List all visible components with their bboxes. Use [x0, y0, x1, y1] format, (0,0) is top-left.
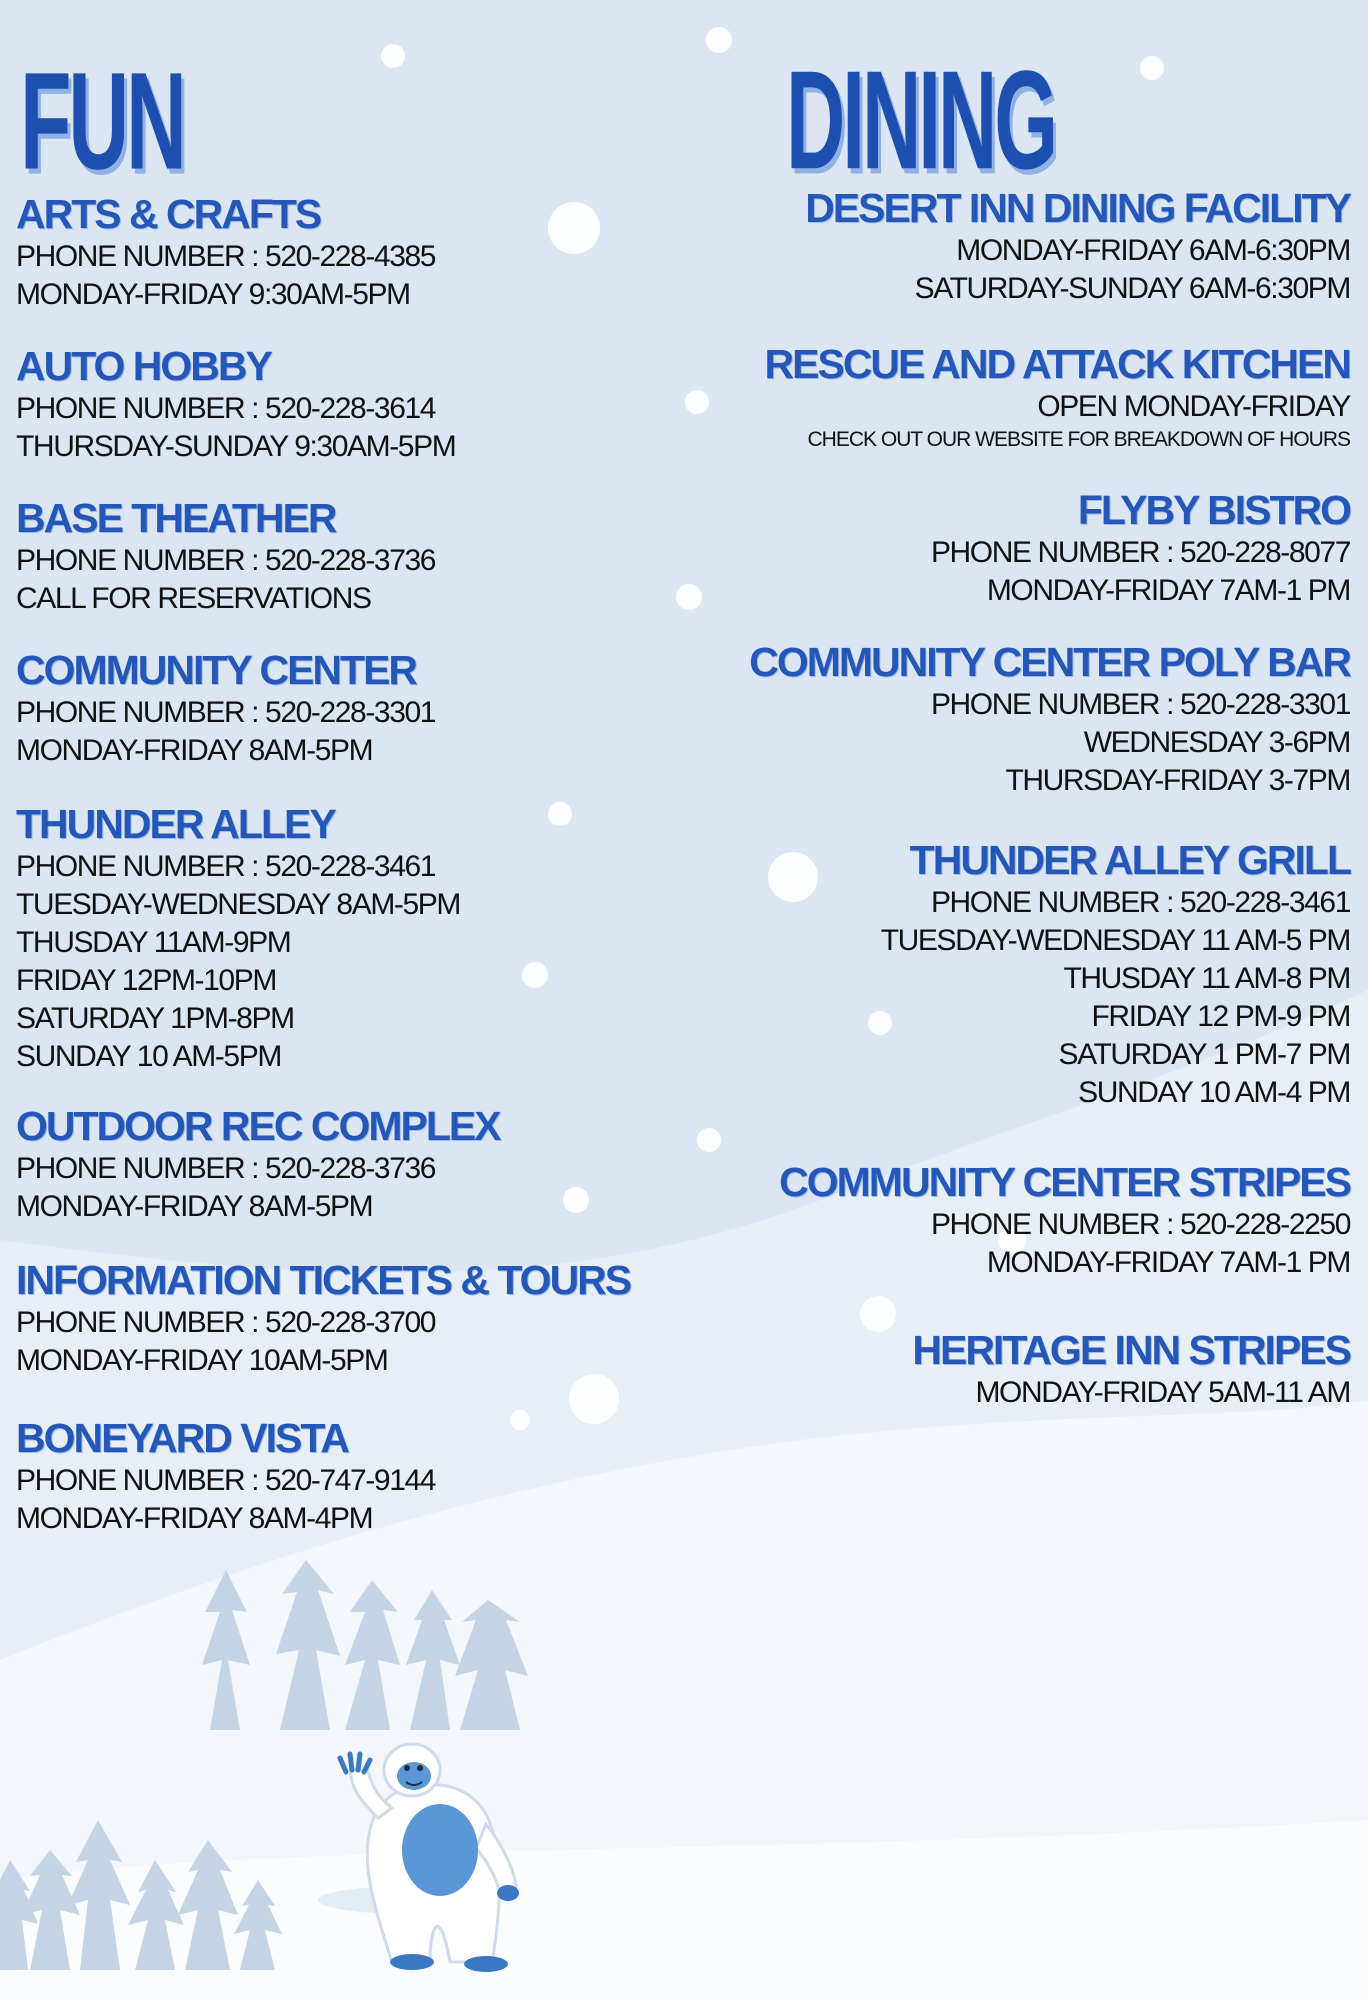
fun-section-line: CALL FOR RESERVATIONS — [16, 582, 371, 615]
dining-section — [931, 486, 1350, 610]
dining-section-line: PHONE NUMBER : 520-228-2250 — [930, 1208, 1350, 1241]
fun-section-line: TUESDAY-WEDNESDAY 8AM-5PM — [16, 888, 460, 921]
dining-section-title: HERITAGE INN STRIPES — [912, 1327, 1350, 1373]
fun-section-line: MONDAY-FRIDAY 9:30AM-5PM — [16, 278, 410, 311]
fun-section-title: AUTO HOBBY — [16, 343, 271, 389]
dining-section — [805, 184, 1350, 308]
dining-heading: DINING — [786, 40, 1056, 199]
fun-section — [16, 190, 435, 314]
dining-section-line: MONDAY-FRIDAY 7AM-1 PM — [986, 574, 1350, 607]
fun-section-line: PHONE NUMBER : 520-228-3700 — [16, 1306, 436, 1339]
dining-section-line: CHECK OUT OUR WEBSITE FOR BREAKDOWN OF HOURS — [807, 428, 1350, 451]
fun-heading: FUN — [20, 43, 184, 198]
fun-section-title: BASE THEATHER — [16, 495, 336, 541]
dining-section-title: RESCUE AND ATTACK KITCHEN — [764, 341, 1350, 387]
dining-section-line: MONDAY-FRIDAY 7AM-1 PM — [986, 1246, 1350, 1279]
fun-section — [16, 1256, 630, 1380]
fun-section-title: ARTS & CRAFTS — [16, 191, 321, 237]
dining-section — [779, 1158, 1350, 1282]
fun-section-title: OUTDOOR REC COMPLEX — [16, 1103, 500, 1149]
fun-section — [16, 646, 435, 770]
dining-section-line: SATURDAY-SUNDAY 6AM-6:30PM — [914, 272, 1350, 305]
fun-section-title: INFORMATION TICKETS & TOURS — [16, 1257, 631, 1303]
dining-section — [765, 340, 1350, 454]
fun-section-line: MONDAY-FRIDAY 8AM-5PM — [16, 1190, 373, 1223]
fun-section-title: THUNDER ALLEY — [16, 801, 335, 847]
dining-section-title: COMMUNITY CENTER STRIPES — [779, 1159, 1350, 1205]
fun-section — [16, 1414, 435, 1538]
fun-section-line: THURSDAY-SUNDAY 9:30AM-5PM — [16, 430, 456, 463]
fun-section-line: MONDAY-FRIDAY 8AM-5PM — [16, 734, 373, 767]
dining-section-line: MONDAY-FRIDAY 6AM-6:30PM — [956, 234, 1350, 267]
dining-section-line: PHONE NUMBER : 520-228-3301 — [930, 688, 1350, 721]
dining-section-title: COMMUNITY CENTER POLY BAR — [749, 639, 1350, 685]
fun-section-line: PHONE NUMBER : 520-228-4385 — [16, 240, 436, 273]
dining-section-title: DESERT INN DINING FACILITY — [805, 185, 1350, 231]
fun-section-line: PHONE NUMBER : 520-228-3461 — [16, 850, 436, 883]
dining-section-title: FLYBY BISTRO — [1077, 487, 1350, 533]
fun-section-line: PHONE NUMBER : 520-228-3614 — [16, 392, 436, 425]
fun-section — [16, 800, 460, 1076]
dining-section-line: SUNDAY 10 AM-4 PM — [1078, 1076, 1350, 1109]
fun-section-line: PHONE NUMBER : 520-228-3301 — [16, 696, 436, 729]
fun-section-line: SUNDAY 10 AM-5PM — [16, 1040, 281, 1073]
dining-section — [881, 836, 1350, 1112]
fun-section-line: PHONE NUMBER : 520-228-3736 — [16, 1152, 436, 1185]
dining-section-line: SATURDAY 1 PM-7 PM — [1058, 1038, 1350, 1071]
dining-section-line: FRIDAY 12 PM-9 PM — [1091, 1000, 1350, 1033]
fun-section-title: BONEYARD VISTA — [16, 1415, 348, 1461]
fun-section-line: MONDAY-FRIDAY 10AM-5PM — [16, 1344, 388, 1377]
fun-section-line: SATURDAY 1PM-8PM — [16, 1002, 294, 1035]
dining-section-line: TUESDAY-WEDNESDAY 11 AM-5 PM — [880, 924, 1350, 957]
dining-section-line: THUSDAY 11 AM-8 PM — [1063, 962, 1350, 995]
fun-section-line: THUSDAY 11AM-9PM — [16, 926, 291, 959]
dining-section — [912, 1326, 1350, 1412]
dining-section-line: PHONE NUMBER : 520-228-8077 — [930, 536, 1350, 569]
fun-section-line: PHONE NUMBER : 520-747-9144 — [16, 1464, 436, 1497]
fun-section — [16, 494, 435, 618]
fun-section-line: MONDAY-FRIDAY 8AM-4PM — [16, 1502, 373, 1535]
dining-section-title: THUNDER ALLEY GRILL — [909, 837, 1350, 883]
fun-section — [16, 342, 455, 466]
fun-section-line: FRIDAY 12PM-10PM — [16, 964, 276, 997]
dining-section-line: PHONE NUMBER : 520-228-3461 — [930, 886, 1350, 919]
fun-section-title: COMMUNITY CENTER — [16, 647, 417, 693]
fun-section-line: PHONE NUMBER : 520-228-3736 — [16, 544, 436, 577]
dining-section-line: MONDAY-FRIDAY 5AM-11 AM — [975, 1376, 1350, 1409]
dining-section-line: THURSDAY-FRIDAY 3-7PM — [1005, 764, 1350, 797]
dining-section — [749, 638, 1350, 800]
fun-section — [16, 1102, 500, 1226]
dining-section-line: OPEN MONDAY-FRIDAY — [1037, 390, 1350, 423]
dining-section-line: WEDNESDAY 3-6PM — [1083, 726, 1350, 759]
